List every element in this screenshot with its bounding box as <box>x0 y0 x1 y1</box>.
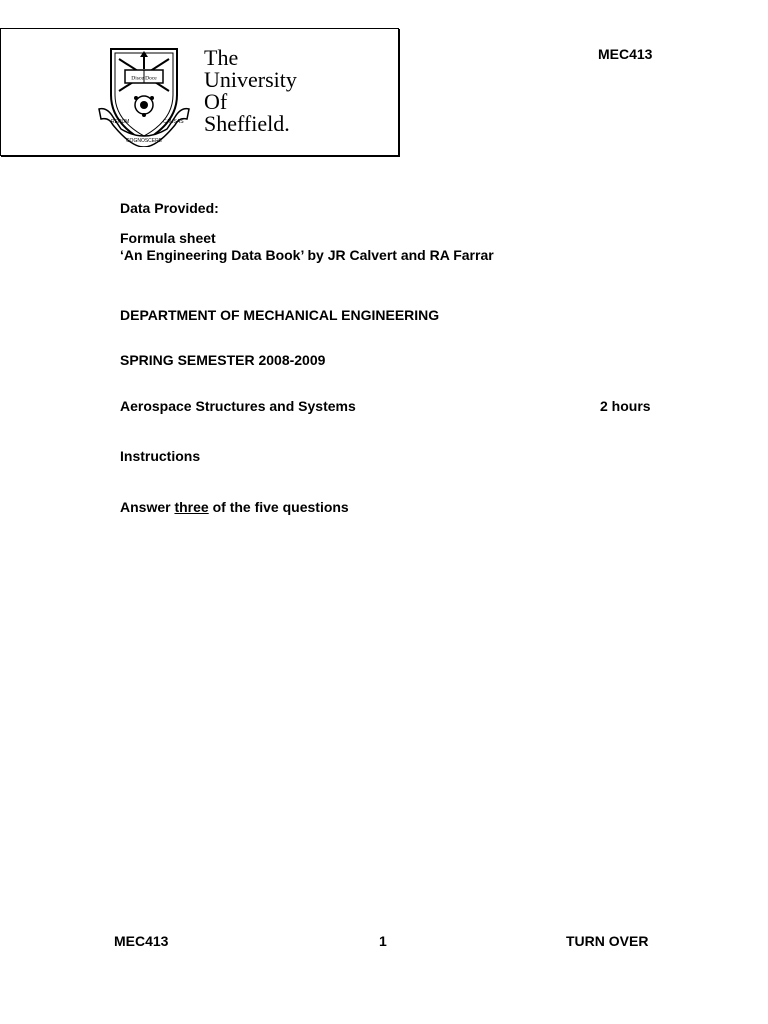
footer-page-number: 1 <box>379 933 387 949</box>
footer-course-code: MEC413 <box>114 933 169 949</box>
crest-motto-left: RERUM <box>111 119 130 125</box>
crest-motto-right: CAUSAS <box>163 119 184 125</box>
module-title: Aerospace Structures and Systems <box>120 398 356 414</box>
answer-suffix: of the five questions <box>208 499 349 515</box>
data-provided-label: Data Provided: <box>120 200 219 216</box>
header-course-code: MEC413 <box>598 46 653 62</box>
university-name-line-1: The <box>204 45 239 70</box>
department-heading: DEPARTMENT OF MECHANICAL ENGINEERING <box>120 307 440 323</box>
data-book-text: ‘An Engineering Data Book’ by JR Calvert and RA Farrar <box>120 247 494 263</box>
university-logo-box <box>0 28 399 156</box>
instructions-heading: Instructions <box>120 448 201 464</box>
answer-instruction <box>120 499 349 515</box>
answer-emphasis: three <box>174 499 209 515</box>
university-name-line-2: University <box>204 67 297 92</box>
answer-prefix: Answer <box>120 499 175 515</box>
crest-book-text: Disce Doce <box>131 75 157 82</box>
exam-duration: 2 hours <box>600 398 651 414</box>
formula-sheet-text: Formula sheet <box>120 230 216 246</box>
university-name-line-3: Of <box>204 89 228 114</box>
semester-heading: SPRING SEMESTER 2008-2009 <box>120 352 326 368</box>
crest-motto-center: COGNOSCERE <box>125 138 163 144</box>
university-name <box>204 47 297 135</box>
university-crest-icon <box>97 43 191 147</box>
university-name-line-4: Sheffield. <box>204 111 290 136</box>
footer-turn-over: TURN OVER <box>566 933 649 949</box>
